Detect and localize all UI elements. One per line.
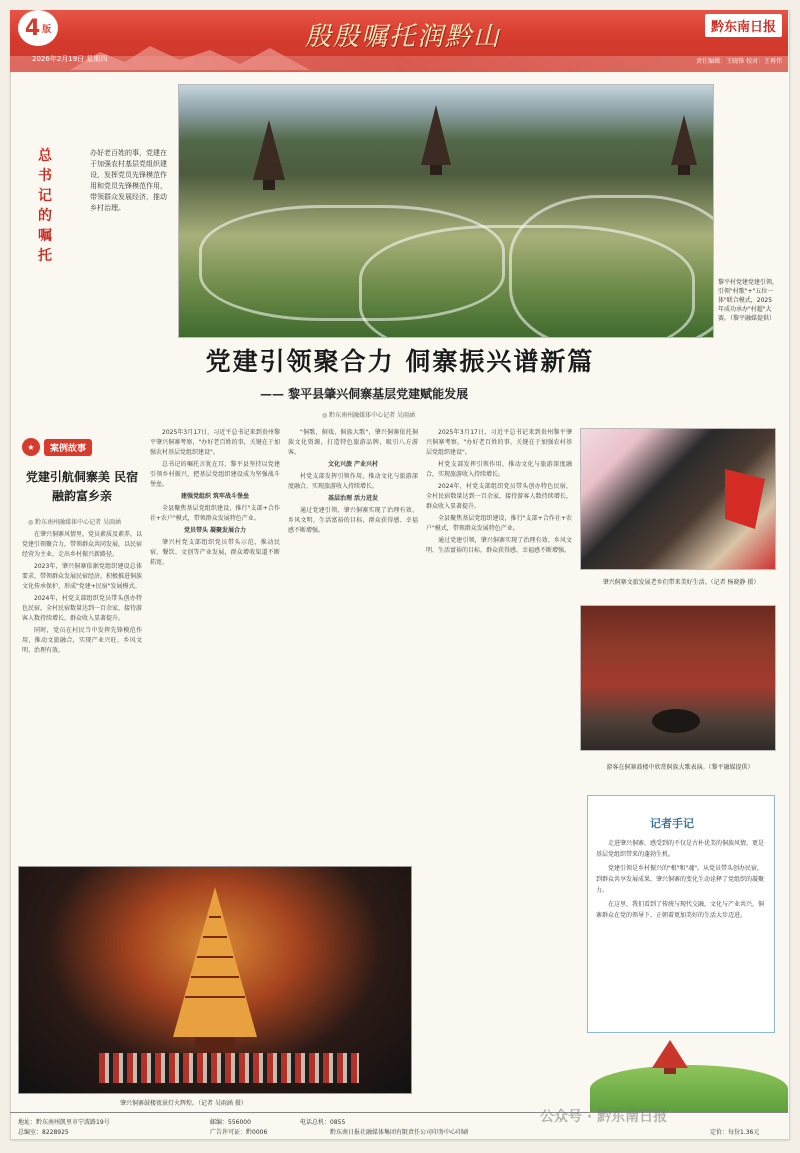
drum-tower-icon [165,887,265,1057]
footer-price: 定价：每份1.36元 [710,1129,760,1136]
photo-drum-tower-gathering [580,605,776,751]
terrace-ring [509,195,714,338]
main-photo-terraces [178,84,714,338]
newspaper-logo: 黔东南日报 [705,14,782,37]
drum-tower-icon [669,115,699,175]
left-article-byline: ◎ 黔东南州融媒体中心记者 吴雨涵 [28,519,122,526]
paragraph: 肇兴村党支部组织党员带头示范，推动民宿、餐饮、文创等产业发展，群众增收渠道不断拓宽。 [150,539,280,566]
paragraph: 在肇兴侗寨风情里，党员素质及素养，以党建引领聚合力，带领群众共同发展，以民宿经营为主业，走出乡村振兴新路径。 [22,531,142,558]
paragraph: 村党支部发挥引领作用，推动文化与旅游深度融合，实现旅游收入持续增长。 [288,473,418,490]
date-line: 2026年2月19日 星期四 [32,55,108,63]
paragraph: 全县聚焦基层党组织建设，推行"支部+合作社+农户"模式，带领群众发展特色产业。 [150,505,280,522]
paragraph: 同时，党员在村民当中发挥先锋模范作用，推动文旅融合，实现产业兴旺、乡风文明、治理有效。 [22,627,142,654]
drum-tower-icon [419,105,453,175]
paragraph: 走进肇兴侗寨，感受到的不仅是古朴优美的侗族风情，更是基层党组织带来的蓬勃生机。 [596,840,765,858]
paragraph: 通过党建引领，肇兴侗寨实现了治理有效、乡风文明、生活富裕的目标，群众获得感、幸福感不断增强。 [288,507,418,534]
footer-ad-license: 广告许可证：黔0006 [210,1129,268,1136]
footer-phone: 电话总机：0855 [300,1119,346,1126]
page-footer [10,1112,788,1139]
right-article-body [288,428,418,858]
footer-address: 地址：黔东南州凯里市宁波路19号 [18,1119,110,1126]
photo-drum-caption: 肇兴侗寨鼓楼夜景灯火辉煌。（记者 吴雨涵 摄） [120,1100,247,1107]
subheading: 党员带头 凝聚发展合力 [183,527,247,534]
sidebar-vertical-title: 总书记的嘱托 [38,148,52,264]
left-article-title: 党建引航侗寨美 民宿融韵富乡亲 [25,470,139,503]
section-tag [22,438,92,456]
paragraph: 2025年3月17日，习近平总书记来到贵州黎平肇兴侗寨考察，"办好老百姓的事，关键在于加强农村基层党组织建设"。 [426,429,572,456]
paragraph: 在这里，我们看到了传统与现代交融，文化与产业共兴，侗寨群众在党的领导下，正朝着更加美好的生活大步迈进。 [596,901,765,919]
reporter-notes-title: 记者手记 [650,817,694,830]
tag-star-icon: ★ [22,438,40,456]
paragraph: 通过党建引领，肇兴侗寨实现了治理有效、乡风文明、生活富裕的目标，群众获得感、幸福感不断增强。 [426,537,572,554]
paragraph: 党建引领是乡村振兴的"根"和"魂"。从党员带头创办民宿，到群众共享发展成果，肇兴侗寨的变化生动诠释了党组织的凝聚力。 [596,865,765,894]
paragraph: 全县聚焦基层党组织建设，推行"支部+合作社+农户"模式，带领群众发展特色产业。 [426,515,572,532]
paragraph: 2024年，村党支部组织党员带头创办特色民宿，全村民宿数量达到一百余家，接待游客人数持续增长，群众收入显著提升。 [426,483,572,510]
drum-tower-icon [640,1040,700,1074]
footer-printer: 黔东南日报社融媒体集团有限责任公司印务中心印刷 [330,1129,469,1136]
photo-girl-writing [580,428,776,570]
paragraph: "侗歌、侗戏、侗族大歌"，肇兴侗寨依托侗族文化资源，打造特色旅游品牌，吸引八方游客。 [288,429,418,456]
subheadline: —— 黎平县肇兴侗寨基层党建赋能发展 [260,387,469,401]
page-number: 4 版 [18,10,58,46]
paragraph: 2023年，肇兴侗寨依据党组织建设总体要求，带领群众发展民宿经济，积极推进侗族文化传承保护，形成"党建+民宿"发展模式。 [22,563,142,590]
performers-row [99,1053,359,1083]
subheading: 基层治理 活力迸发 [327,495,379,502]
fire-pit-icon [651,706,701,736]
subheading: 建强党组织 筑牢战斗堡垒 [180,493,250,500]
paragraph: 2024年，村党支部组织党员带头创办特色民宿，全村民宿数量达到一百余家，接待游客人数持续增长，群众收入显著提升。 [22,595,142,622]
center-article-body [150,428,280,858]
photo-circle-caption: 游客在侗寨鼓楼中欣赏侗族大歌表演。（黎平融媒提供） [606,764,754,771]
headline: 党建引领聚合力 侗寨振兴谱新篇 [205,347,595,376]
photo-drum-tower-night [18,866,412,1094]
watermark: 公众号 · 黔东南日报 [540,1109,668,1125]
headline-byline: ◎ 黔东南州融媒体中心记者 吴雨涵 [322,412,416,419]
column-banner-title: 殷殷嘱托润黔山 [305,22,502,52]
paragraph: 2025年3月17日，习近平总书记来到贵州黎平肇兴侗寨考察，"办好老百姓的事，关键在于加强农村基层党组织建设"。 [150,429,280,456]
editor-credits: 责任编辑：王晓锋 校对：王再伟 [696,58,782,65]
section-tag-label: 案例故事 [44,439,92,456]
sidebar-quote: 办好老百姓的事，党建在于加强农村基层党组织建设，发挥党员先锋模范作用和党员先锋模范作用，带领群众发展经济，推动乡村治理。 [90,149,167,212]
paragraph: 村党支部发挥引领作用，推动文化与旅游深度融合，实现旅游收入持续增长。 [426,461,572,478]
footer-postcode: 邮编：556000 [210,1119,251,1126]
reporter-notes-body [596,838,766,1018]
main-photo-caption: 黎平村党建党建引领，引领"村歌"+"五位一体"联合模式，2025年成功承办"村超"大赛。（黎平融媒提供） [718,279,779,322]
left-article-body [22,530,142,860]
continued-article-body [426,428,572,1096]
subheading: 文化兴旅 产业兴村 [327,461,379,468]
photo-girl-caption: 肇兴侗寨文旅发展老乡们带来美好生活。（记者 杨晓静 摄） [602,579,760,586]
drum-tower-icon [249,120,289,190]
footer-office: 总编室：8228925 [18,1129,69,1136]
paragraph: 总书记的嘱托言犹在耳，黎平县坚持以党建引领乡村振兴，把基层党组织建设成为坚强战斗堡垒。 [150,461,280,488]
flag-icon [725,469,765,529]
